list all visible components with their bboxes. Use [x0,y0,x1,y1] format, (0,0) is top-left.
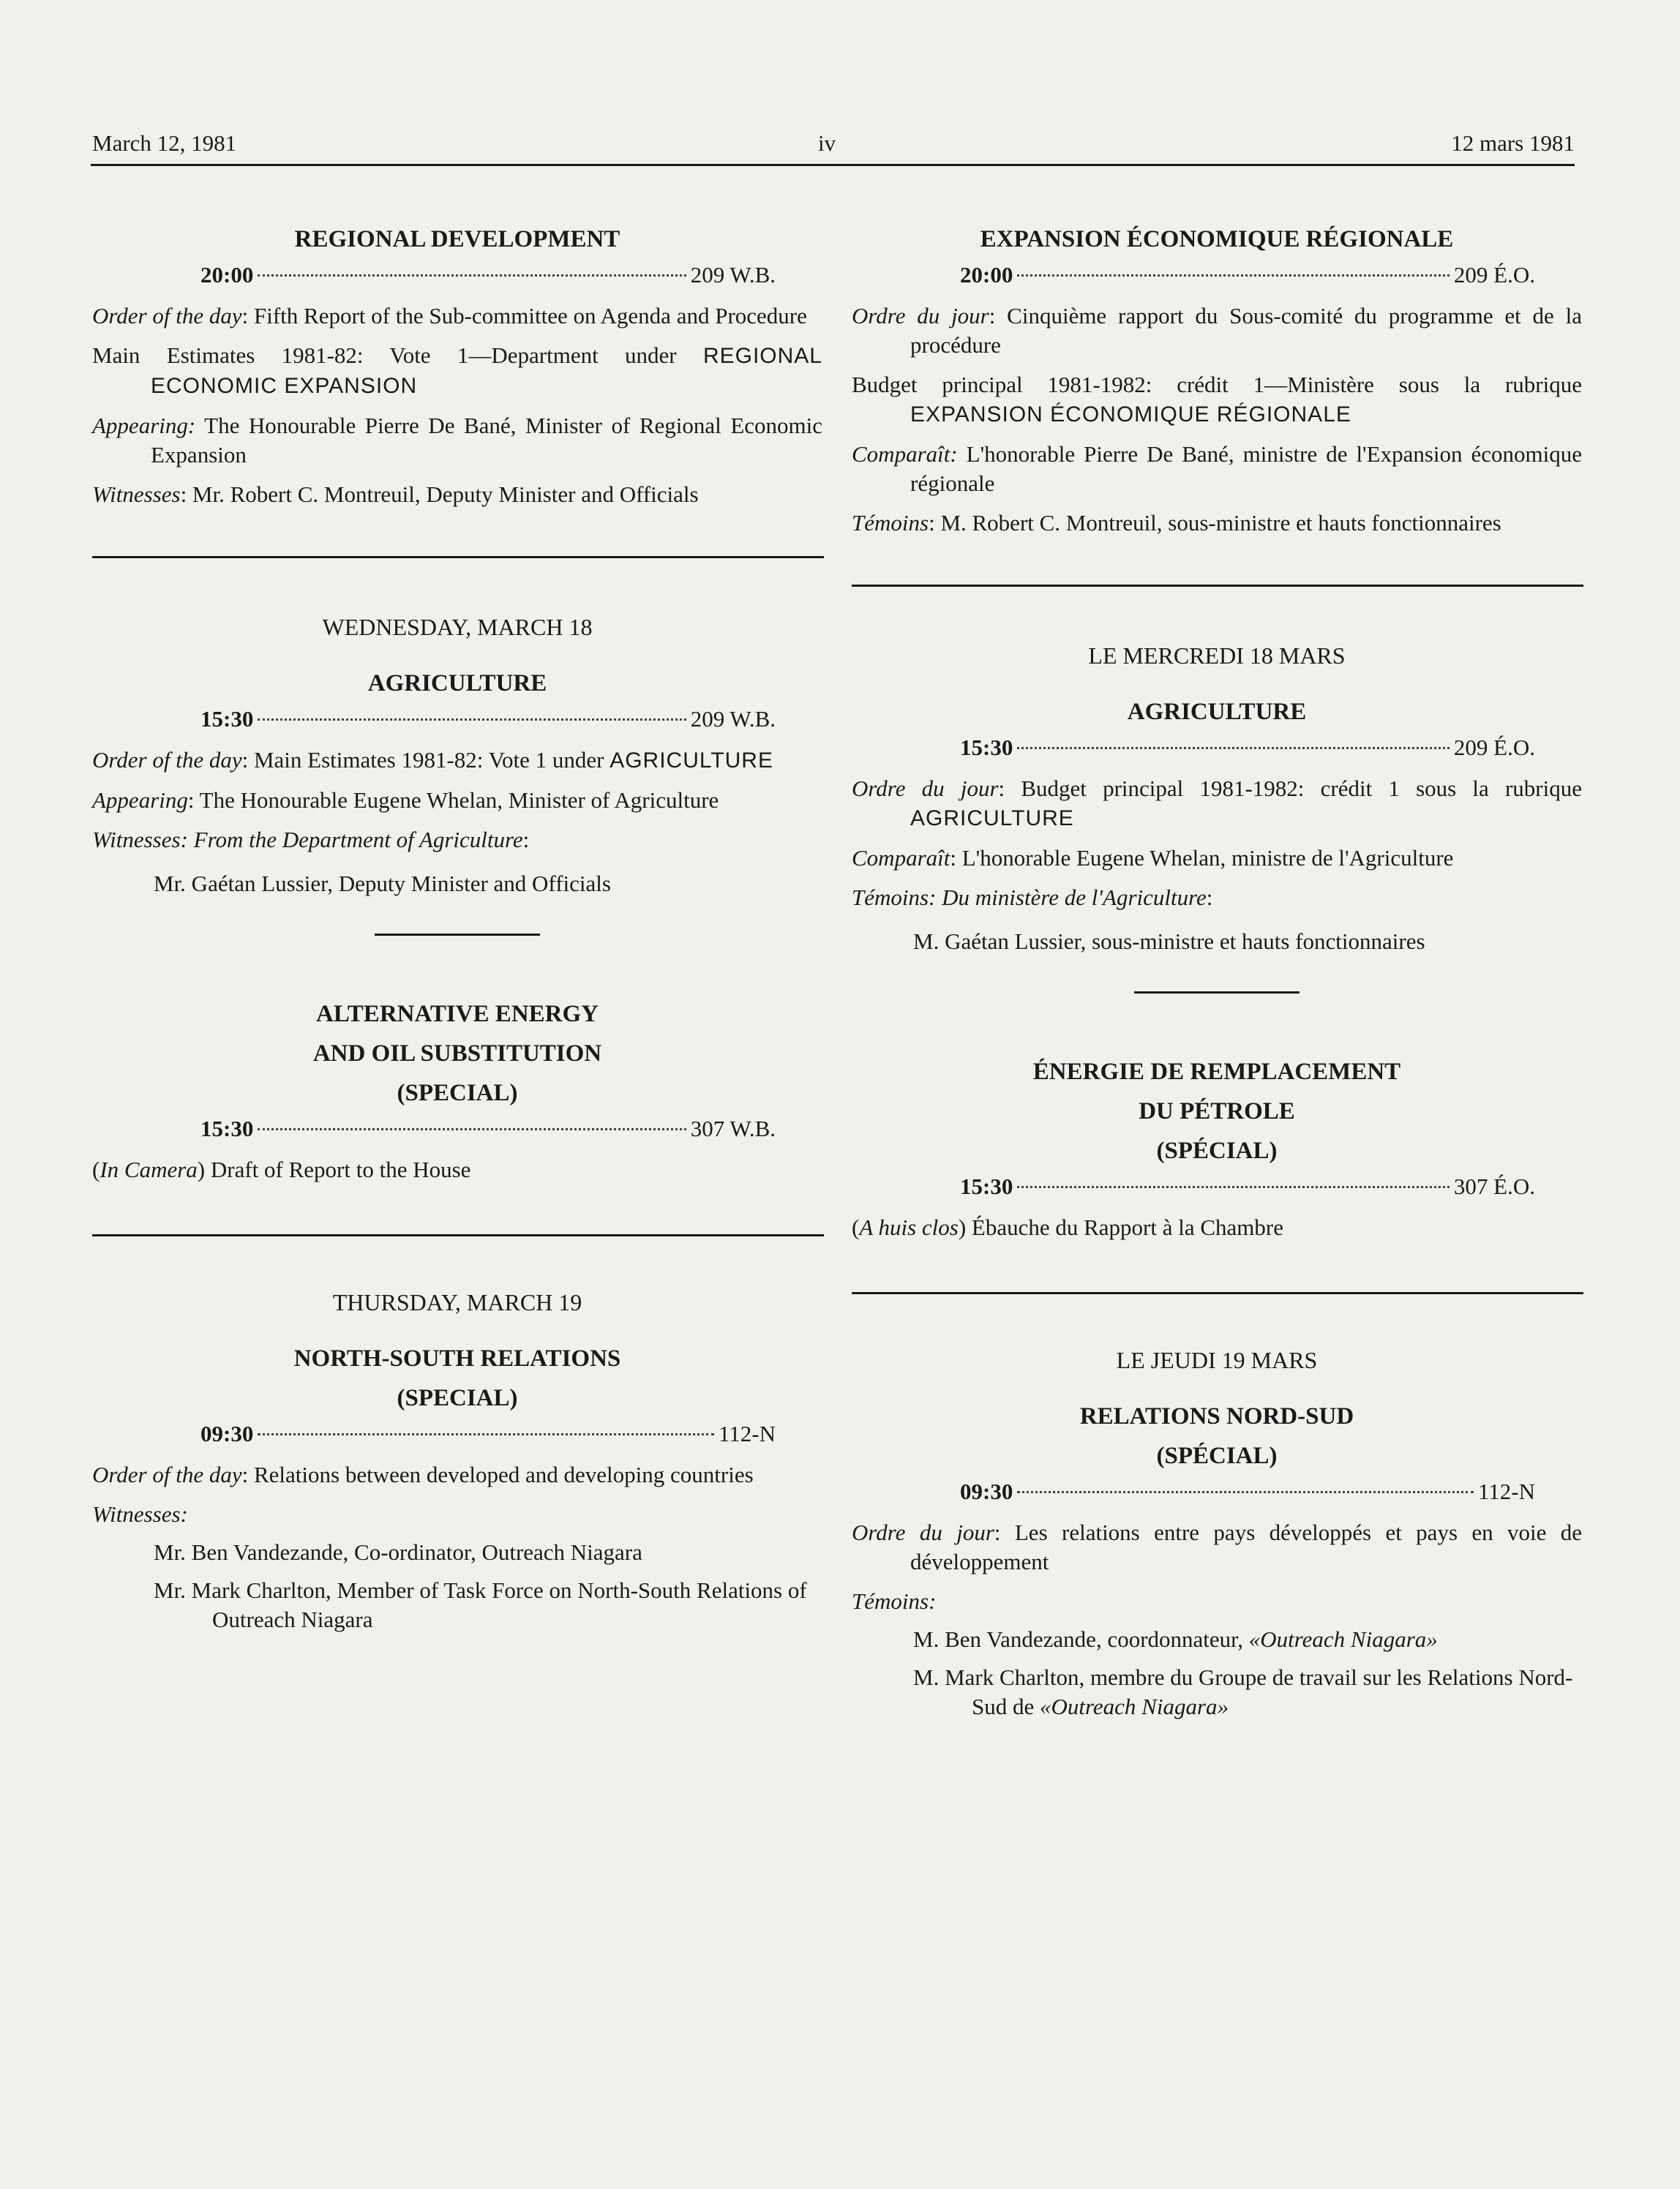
time-room-row [960,1171,1535,1203]
order-of-day: Order of the day: Fifth Report of the Sub-committee on Agenda and Procedure [92,303,807,328]
section-title-line: AND OIL SUBSTITUTION [312,1040,602,1067]
comparait-line: Comparaît: L'honorable Eugene Whelan, ministre de l'Agriculture [852,845,1454,871]
section-title-line: NORTH-SOUTH RELATIONS [293,1345,621,1372]
meeting-room: 112-N [1477,1479,1535,1504]
witness-item: M. Mark Charlton, membre du Groupe de travail sur les Relations Nord-Sud de «Outreach Niagara» [913,1664,1573,1719]
huis-clos-line: (A huis clos) Ébauche du Rapport à la Chambre [852,1214,1283,1240]
witness-item: Mr. Ben Vandezande, Co-ordinator, Outreach Niagara [154,1539,642,1565]
section-title-line: (SPECIAL) [397,1080,518,1106]
relations-nord-sud-section [852,1397,1582,1721]
meeting-time: 20:00 [960,262,1013,288]
time-room-row [200,1418,776,1450]
time-room-row [200,259,776,291]
meeting-room: 209 W.B. [690,262,776,288]
section-title-line: RELATIONS NORD-SUD [1079,1403,1354,1430]
appearing-line: Appearing: The Honourable Eugene Whelan, Minister of Agriculture [92,787,719,813]
expansion-economique-section [852,219,1582,538]
meeting-time: 20:00 [200,262,254,288]
dot-leader [258,274,686,277]
section-title-line: ALTERNATIVE ENERGY [315,1001,599,1027]
witness-item: Mr. Gaétan Lussier, Deputy Minister and Officials [154,871,611,896]
section-title: EXPANSION ÉCONOMIQUE RÉGIONALE [980,226,1454,252]
section-title-line: (SPÉCIAL) [1156,1443,1278,1469]
section-title-line: (SPÉCIAL) [1156,1138,1278,1164]
witness-item: M. Gaétan Lussier, sous-ministre et hauts fonctionnaires [913,928,1425,954]
section-divider [852,1292,1583,1294]
page-number: iv [818,130,836,156]
short-divider [1134,991,1300,994]
temoins-line: Témoins: Du ministère de l'Agriculture: [852,885,1213,910]
ordre-du-jour: Ordre du jour: Les relations entre pays développés et pays en voie de développement [852,1520,1582,1574]
ordre-du-jour: Ordre du jour: Budget principal 1981-1982: crédit 1 sous la rubrique AGRICULTURE [852,776,1582,830]
temoins-line: Témoins: [852,1588,937,1614]
dot-leader [258,718,686,721]
agriculture-section [92,664,822,898]
meeting-room: 307 W.B. [690,1116,776,1141]
meeting-time: 15:30 [200,1116,254,1141]
time-room-row [960,1476,1535,1508]
english-column [92,219,822,1634]
section-divider [92,556,824,558]
meeting-room: 307 É.O. [1453,1174,1535,1199]
meeting-time: 09:30 [200,1421,254,1446]
estimates-line: Main Estimates 1981-82: Vote 1—Department under REGIONAL ECONOMIC EXPANSION [92,342,822,398]
time-room-row [200,1113,776,1145]
witnesses-line: Witnesses: Mr. Robert C. Montreuil, Deputy Minister and Officials [92,481,699,507]
regional-development-section [92,219,822,509]
section-title: REGIONAL DEVELOPMENT [294,226,620,252]
meeting-room: 209 W.B. [690,706,776,732]
meeting-time: 09:30 [960,1479,1013,1504]
section-divider [852,585,1583,587]
dot-leader [1017,1186,1450,1188]
french-column [852,219,1582,1721]
agriculture-section-fr [852,692,1582,956]
meeting-time: 15:30 [200,706,254,732]
meeting-time: 15:30 [960,1174,1013,1199]
meeting-room: 209 É.O. [1453,262,1535,288]
section-title: AGRICULTURE [367,670,547,696]
dot-leader [258,1128,686,1130]
short-divider [375,934,540,936]
dot-leader [258,1433,714,1435]
meeting-room: 209 É.O. [1453,735,1535,760]
witness-item: Mr. Mark Charlton, Member of Task Force on North-South Relations of Outreach Niagara [154,1577,807,1632]
budget-line: Budget principal 1981-1982: crédit 1—Ministère sous la rubrique EXPANSION ÉCONOMIQUE RÉGIONALE [852,372,1582,427]
time-room-row [200,703,776,735]
meeting-time: 15:30 [960,735,1013,760]
day-heading: WEDNESDAY, MARCH 18 [322,614,593,640]
header-rule [91,164,1575,166]
section-title-line: ÉNERGIE DE REMPLACEMENT [1032,1059,1401,1085]
energie-remplacement-section [852,1052,1582,1242]
section-title: AGRICULTURE [1127,699,1307,725]
header-date-fr: 12 mars 1981 [1451,130,1575,156]
north-south-section [92,1339,822,1634]
section-title-line: (SPECIAL) [397,1385,518,1411]
day-heading: LE MERCREDI 18 MARS [1088,642,1346,669]
dot-leader [1017,1491,1474,1493]
time-room-row [960,259,1535,291]
witnesses-line: Witnesses: From the Department of Agriculture: [92,827,530,852]
alternative-energy-section [92,994,822,1184]
witness-item: M. Ben Vandezande, coordonnateur, «Outreach Niagara» [913,1626,1438,1652]
in-camera-line: (In Camera) Draft of Report to the House [92,1157,471,1182]
appearing-line: Appearing: The Honourable Pierre De Bané, Minister of Regional Economic Expansion [92,413,822,468]
dot-leader [1017,747,1450,749]
ordre-du-jour: Ordre du jour: Cinquième rapport du Sous-comité du programme et de la procédure [852,303,1582,358]
time-room-row [960,732,1535,764]
day-heading: THURSDAY, MARCH 19 [332,1289,582,1315]
order-of-day: Order of the day: Relations between developed and developing countries [92,1462,754,1487]
header-date-en: March 12, 1981 [92,130,237,156]
comparait-line: Comparaît: L'honorable Pierre De Bané, ministre de l'Expansion économique régionale [852,441,1582,496]
meeting-room: 112-N [718,1421,776,1446]
section-divider [92,1234,824,1236]
section-title-line: DU PÉTROLE [1139,1098,1295,1124]
order-of-day: Order of the day: Main Estimates 1981-82: Vote 1 under AGRICULTURE [92,747,773,773]
temoins-line: Témoins: M. Robert C. Montreuil, sous-ministre et hauts fonctionnaires [852,510,1501,536]
dot-leader [1017,274,1450,277]
witnesses-line: Witnesses: [92,1501,188,1527]
day-heading: LE JEUDI 19 MARS [1116,1347,1318,1373]
